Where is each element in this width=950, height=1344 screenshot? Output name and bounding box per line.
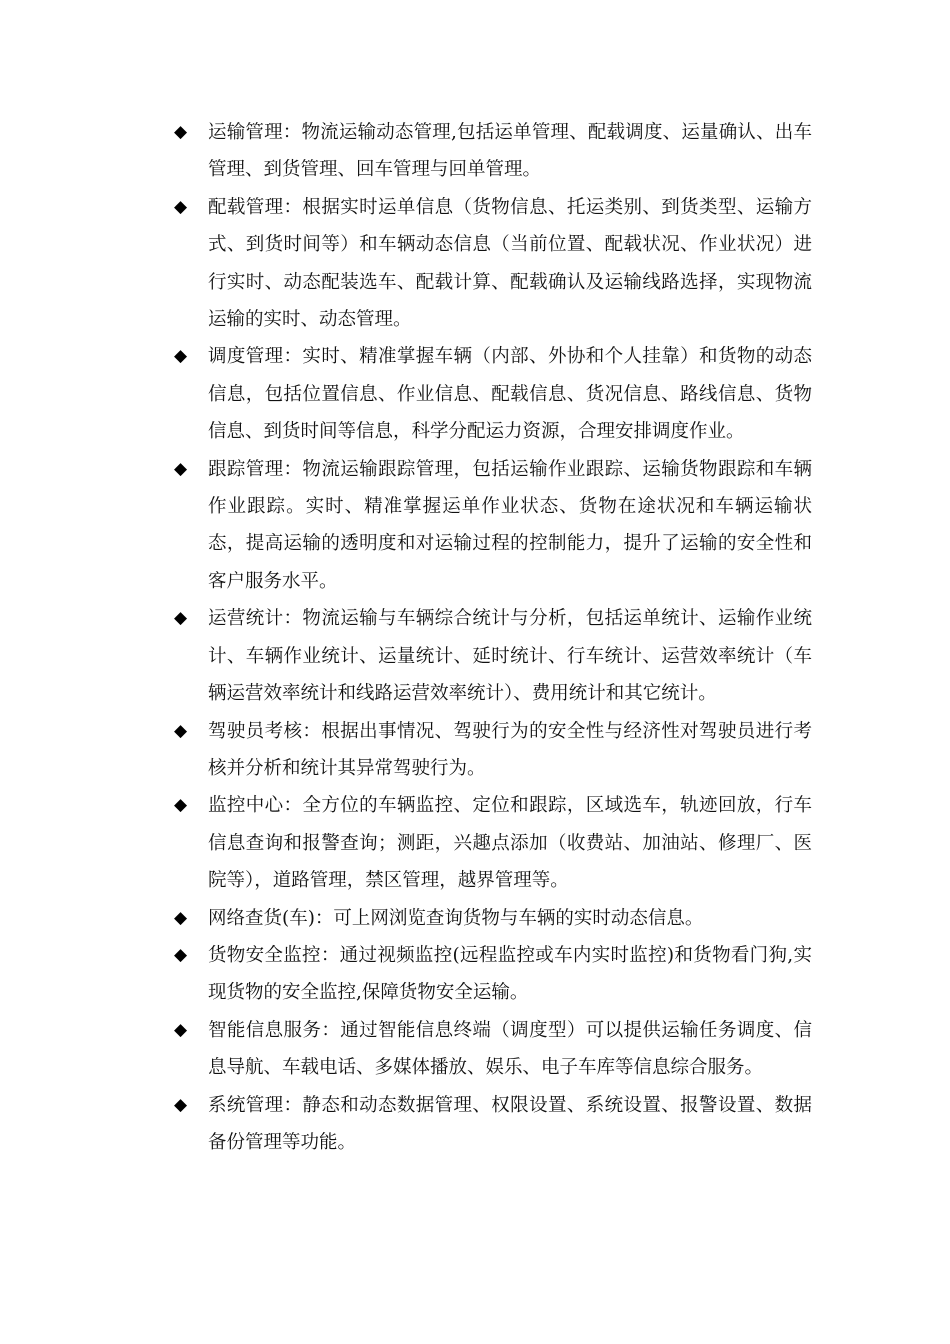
diamond-bullet-icon: ◆ — [174, 458, 188, 479]
list-item — [172, 600, 812, 712]
list-item — [172, 1087, 812, 1162]
diamond-bullet-icon: ◆ — [174, 795, 188, 816]
list-item-text: 跟踪管理：物流运输跟踪管理，包括运输作业跟踪、运输货物跟踪和车辆作业跟踪。实时、精准掌握运单作业状态、货物在途状况和车辆运输状态，提高运输的透明度和对运输过程的控制能力，提升了运输的安全性和客户服务水平。 — [208, 458, 812, 592]
diamond-bullet-icon: ◆ — [174, 346, 188, 367]
list-item-text: 网络查货(车)：可上网浏览查询货物与车辆的实时动态信息。 — [208, 907, 704, 929]
list-item-text: 运营统计：物流运输与车辆综合统计与分析，包括运单统计、运输作业统计、车辆作业统计、运量统计、延时统计、行车统计、运营效率统计（车辆运营效率统计和线路运营效率统计）、费用统计和其它统计。 — [208, 608, 812, 705]
diamond-bullet-icon: ◆ — [174, 907, 188, 928]
list-item — [172, 787, 812, 899]
list-item — [172, 338, 812, 450]
diamond-bullet-icon: ◆ — [174, 1019, 188, 1040]
list-item — [172, 937, 812, 1012]
list-item — [172, 900, 812, 937]
list-item — [172, 114, 812, 189]
list-item-text: 运输管理：物流运输动态管理,包括运单管理、配载调度、运量确认、出车管理、到货管理、回车管理与回单管理。 — [208, 122, 812, 181]
diamond-bullet-icon: ◆ — [174, 608, 188, 629]
diamond-bullet-icon: ◆ — [174, 720, 188, 741]
list-item-text: 监控中心：全方位的车辆监控、定位和跟踪，区域选车，轨迹回放，行车信息查询和报警查询；测距，兴趣点添加（收费站、加油站、修理厂、医院等），道路管理，禁区管理，越界管理等。 — [208, 795, 812, 892]
list-item-text: 调度管理：实时、精准掌握车辆（内部、外协和个人挂靠）和货物的动态信息，包括位置信息、作业信息、配载信息、货况信息、路线信息、货物信息、到货时间等信息，科学分配运力资源，合理安排调度作业。 — [208, 346, 812, 443]
diamond-bullet-icon: ◆ — [174, 122, 188, 142]
list-item — [172, 451, 812, 601]
list-item — [172, 713, 812, 788]
list-item-text: 货物安全监控：通过视频监控(远程监控或车内实时监控)和货物看门狗,实现货物的安全监控,保障货物安全运输。 — [208, 944, 812, 1004]
list-item-text: 配载管理：根据实时运单信息（货物信息、托运类别、到货类型、运输方式、到货时间等）和车辆动态信息（当前位置、配载状况、作业状况）进行实时、动态配装选车、配载计算、配载确认及运输线路选择，实现物流运输的实时、动态管理。 — [208, 196, 812, 331]
diamond-bullet-icon: ◆ — [174, 944, 188, 965]
feature-list — [172, 114, 812, 1161]
list-item-text: 系统管理：静态和动态数据管理、权限设置、系统设置、报警设置、数据备份管理等功能。 — [208, 1094, 812, 1153]
diamond-bullet-icon: ◆ — [174, 1094, 188, 1115]
list-item-text: 驾驶员考核：根据出事情况、驾驶行为的安全性与经济性对驾驶员进行考核并分析和统计其异常驾驶行为。 — [208, 720, 812, 779]
diamond-bullet-icon: ◆ — [174, 196, 188, 217]
list-item-text: 智能信息服务：通过智能信息终端（调度型）可以提供运输任务调度、信息导航、车载电话、多媒体播放、娱乐、电子车库等信息综合服务。 — [208, 1019, 812, 1079]
list-item — [172, 1012, 812, 1087]
list-item — [172, 189, 812, 339]
